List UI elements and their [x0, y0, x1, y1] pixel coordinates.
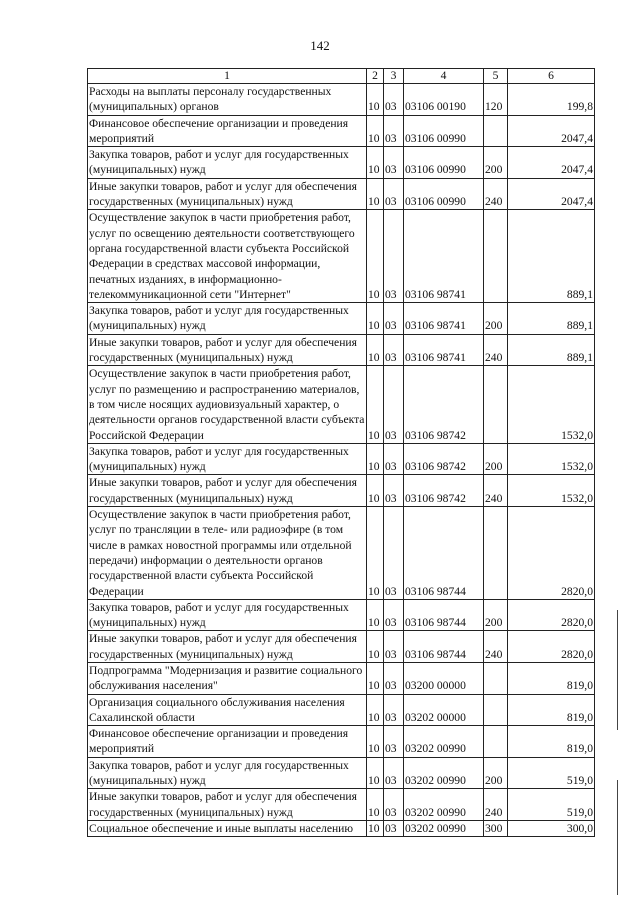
expense-type-cell: 240 — [484, 789, 508, 821]
amount-cell: 819,0 — [508, 662, 595, 694]
row-name-cell: Расходы на выплаты персоналу государственных (муниципальных) органов — [88, 84, 367, 116]
target-article-cell: 03200 00000 — [404, 662, 484, 694]
section-code-cell: 10 — [367, 178, 384, 210]
column-header-4: 4 — [404, 69, 484, 84]
table-row — [88, 334, 595, 366]
target-article-cell: 03106 98742 — [404, 475, 484, 507]
table-row — [88, 726, 595, 758]
row-name-cell: Иные закупки товаров, работ и услуг для обеспечения государственных (муниципальных) нужд — [88, 178, 367, 210]
table-row — [88, 178, 595, 210]
target-article-cell: 03106 98742 — [404, 443, 484, 475]
expense-type-cell: 240 — [484, 475, 508, 507]
expense-type-cell: 200 — [484, 599, 508, 631]
target-article-cell: 03106 98744 — [404, 599, 484, 631]
subsection-code-cell: 03 — [384, 820, 404, 836]
subsection-code-cell: 03 — [384, 178, 404, 210]
section-code-cell: 10 — [367, 789, 384, 821]
expense-type-cell — [484, 210, 508, 303]
subsection-code-cell: 03 — [384, 84, 404, 116]
expense-type-cell — [484, 507, 508, 600]
table-row — [88, 366, 595, 443]
subsection-code-cell: 03 — [384, 115, 404, 147]
subsection-code-cell: 03 — [384, 507, 404, 600]
page-number: 142 — [310, 38, 330, 53]
target-article-cell: 03202 00990 — [404, 789, 484, 821]
expense-type-cell: 300 — [484, 820, 508, 836]
row-name-cell: Иные закупки товаров, работ и услуг для обеспечения государственных (муниципальных) нужд — [88, 334, 367, 366]
target-article-cell: 03106 98742 — [404, 366, 484, 443]
target-article-cell: 03106 98741 — [404, 303, 484, 335]
subsection-code-cell: 03 — [384, 631, 404, 663]
table-row — [88, 599, 595, 631]
target-article-cell: 03106 00190 — [404, 84, 484, 116]
amount-cell: 1532,0 — [508, 475, 595, 507]
row-name-cell: Иные закупки товаров, работ и услуг для обеспечения государственных (муниципальных) нужд — [88, 789, 367, 821]
amount-cell: 2047,4 — [508, 115, 595, 147]
subsection-code-cell: 03 — [384, 147, 404, 179]
subsection-code-cell: 03 — [384, 443, 404, 475]
subsection-code-cell: 03 — [384, 210, 404, 303]
table-row — [88, 115, 595, 147]
row-name-cell: Социальное обеспечение и иные выплаты населению — [88, 820, 367, 836]
expense-type-cell — [484, 726, 508, 758]
target-article-cell: 03106 00990 — [404, 147, 484, 179]
table-body — [88, 84, 595, 837]
row-name-cell: Закупка товаров, работ и услуг для государственных (муниципальных) нужд — [88, 443, 367, 475]
row-name-cell: Осуществление закупок в части приобретения работ, услуг по размещению и распространению материалов, в том числе носящих аудиовизуальный характер, о деятельности органов государственной власти субъекта Российской Федерации — [88, 366, 367, 443]
section-code-cell: 10 — [367, 599, 384, 631]
section-code-cell: 10 — [367, 334, 384, 366]
section-code-cell: 10 — [367, 694, 384, 726]
table-row — [88, 507, 595, 600]
section-code-cell: 10 — [367, 475, 384, 507]
subsection-code-cell: 03 — [384, 599, 404, 631]
target-article-cell: 03106 98744 — [404, 631, 484, 663]
table-row — [88, 820, 595, 836]
expense-type-cell: 200 — [484, 443, 508, 475]
amount-cell: 1532,0 — [508, 366, 595, 443]
row-name-cell: Закупка товаров, работ и услуг для государственных (муниципальных) нужд — [88, 757, 367, 789]
target-article-cell: 03202 00990 — [404, 726, 484, 758]
target-article-cell: 03202 00000 — [404, 694, 484, 726]
section-code-cell: 10 — [367, 726, 384, 758]
section-code-cell: 10 — [367, 820, 384, 836]
amount-cell: 819,0 — [508, 694, 595, 726]
target-article-cell: 03106 98741 — [404, 210, 484, 303]
row-name-cell: Закупка товаров, работ и услуг для государственных (муниципальных) нужд — [88, 303, 367, 335]
expense-type-cell: 120 — [484, 84, 508, 116]
section-code-cell: 10 — [367, 115, 384, 147]
section-code-cell: 10 — [367, 662, 384, 694]
expense-type-cell: 240 — [484, 178, 508, 210]
section-code-cell: 10 — [367, 84, 384, 116]
table-row — [88, 662, 595, 694]
row-name-cell: Осуществление закупок в части приобретения работ, услуг по трансляции в теле- или радиоэфире (в том числе в рамках новостной программы или отдельной передачи) информации о деятельности органов государственной власти субъекта Российской Федерации — [88, 507, 367, 600]
row-name-cell: Подпрограмма "Модернизация и развитие социального обслуживания населения" — [88, 662, 367, 694]
amount-cell: 519,0 — [508, 757, 595, 789]
amount-cell: 819,0 — [508, 726, 595, 758]
subsection-code-cell: 03 — [384, 303, 404, 335]
table-row — [88, 757, 595, 789]
amount-cell: 199,8 — [508, 84, 595, 116]
amount-cell: 889,1 — [508, 303, 595, 335]
column-header-3: 3 — [384, 69, 404, 84]
amount-cell: 2820,0 — [508, 631, 595, 663]
row-name-cell: Организация социального обслуживания населения Сахалинской области — [88, 694, 367, 726]
target-article-cell: 03106 00990 — [404, 178, 484, 210]
table-row — [88, 147, 595, 179]
table-header-row — [88, 69, 595, 84]
expense-type-cell — [484, 366, 508, 443]
expense-type-cell — [484, 694, 508, 726]
expense-type-cell — [484, 115, 508, 147]
column-header-6: 6 — [508, 69, 595, 84]
row-name-cell: Иные закупки товаров, работ и услуг для обеспечения государственных (муниципальных) нужд — [88, 631, 367, 663]
scan-edge-line — [617, 610, 618, 730]
subsection-code-cell: 03 — [384, 475, 404, 507]
expense-type-cell: 200 — [484, 147, 508, 179]
subsection-code-cell: 03 — [384, 662, 404, 694]
amount-cell: 2047,4 — [508, 147, 595, 179]
table-row — [88, 631, 595, 663]
table-row — [88, 84, 595, 116]
expense-type-cell: 240 — [484, 631, 508, 663]
target-article-cell: 03106 00990 — [404, 115, 484, 147]
row-name-cell: Осуществление закупок в части приобретения работ, услуг по освещению деятельности соответствующего органа государственной власти субъекта Российской Федерации в средствах массовой информации, печатных изданиях, в информационно-телекоммуникационной сети "Интернет" — [88, 210, 367, 303]
target-article-cell: 03202 00990 — [404, 820, 484, 836]
amount-cell: 889,1 — [508, 334, 595, 366]
row-name-cell: Финансовое обеспечение организации и проведения мероприятий — [88, 726, 367, 758]
row-name-cell: Иные закупки товаров, работ и услуг для обеспечения государственных (муниципальных) нужд — [88, 475, 367, 507]
section-code-cell: 10 — [367, 443, 384, 475]
section-code-cell: 10 — [367, 303, 384, 335]
table-row — [88, 694, 595, 726]
expense-type-cell: 200 — [484, 757, 508, 789]
table-row — [88, 210, 595, 303]
expense-type-cell: 200 — [484, 303, 508, 335]
target-article-cell: 03106 98741 — [404, 334, 484, 366]
expense-type-cell — [484, 662, 508, 694]
column-header-2: 2 — [367, 69, 384, 84]
scan-edge-line — [617, 780, 618, 895]
target-article-cell: 03106 98744 — [404, 507, 484, 600]
table-row — [88, 303, 595, 335]
subsection-code-cell: 03 — [384, 726, 404, 758]
section-code-cell: 10 — [367, 757, 384, 789]
amount-cell: 2820,0 — [508, 507, 595, 600]
amount-cell: 2047,4 — [508, 178, 595, 210]
budget-table — [87, 68, 595, 837]
amount-cell: 889,1 — [508, 210, 595, 303]
subsection-code-cell: 03 — [384, 757, 404, 789]
column-header-5: 5 — [484, 69, 508, 84]
section-code-cell: 10 — [367, 366, 384, 443]
amount-cell: 2820,0 — [508, 599, 595, 631]
table-row — [88, 443, 595, 475]
section-code-cell: 10 — [367, 631, 384, 663]
section-code-cell: 10 — [367, 210, 384, 303]
expense-type-cell: 240 — [484, 334, 508, 366]
table-row — [88, 475, 595, 507]
subsection-code-cell: 03 — [384, 789, 404, 821]
amount-cell: 1532,0 — [508, 443, 595, 475]
target-article-cell: 03202 00990 — [404, 757, 484, 789]
row-name-cell: Финансовое обеспечение организации и проведения мероприятий — [88, 115, 367, 147]
column-header-1: 1 — [88, 69, 367, 84]
section-code-cell: 10 — [367, 507, 384, 600]
section-code-cell: 10 — [367, 147, 384, 179]
subsection-code-cell: 03 — [384, 366, 404, 443]
subsection-code-cell: 03 — [384, 694, 404, 726]
amount-cell: 519,0 — [508, 789, 595, 821]
table-row — [88, 789, 595, 821]
row-name-cell: Закупка товаров, работ и услуг для государственных (муниципальных) нужд — [88, 599, 367, 631]
row-name-cell: Закупка товаров, работ и услуг для государственных (муниципальных) нужд — [88, 147, 367, 179]
amount-cell: 300,0 — [508, 820, 595, 836]
subsection-code-cell: 03 — [384, 334, 404, 366]
